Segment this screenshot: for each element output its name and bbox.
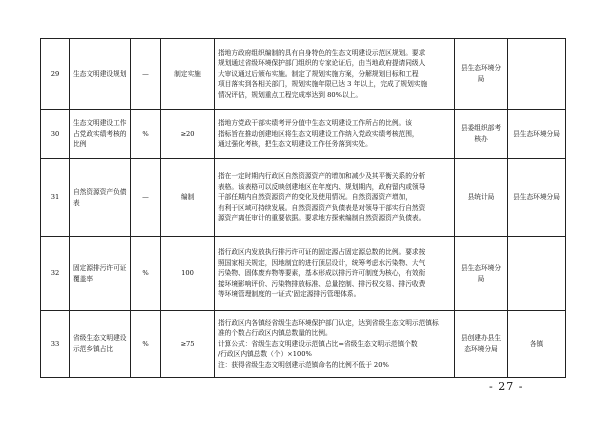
lead-department-cell: 县生态环境分局 [455, 39, 508, 110]
row-number-cell: 31 [41, 159, 70, 237]
indicator-table [40, 38, 566, 378]
description-cell [215, 39, 455, 110]
description-line: 指标旨在推动创建地区将生态文明建设工作纳入党政实绩考核范围， [218, 129, 419, 138]
table-row [41, 237, 566, 311]
unit-cell: — [131, 39, 161, 110]
page-number: - 27 - [489, 380, 524, 393]
target-value-cell: 100 [161, 237, 215, 311]
description-line: 大审议通过后颁布实施。制定了规划实施方案，分解规划目标和工程 [218, 69, 419, 78]
indicator-name-cell: 省级生态文明建设示范乡镇占比 [70, 311, 131, 378]
description-line: 源资产离任审计的重要依据。要求地方探索编制自然资源资产负债表。 [218, 214, 426, 223]
row-number-cell: 33 [41, 311, 70, 378]
responsible-unit-cell [508, 237, 566, 311]
indicator-name-cell: 固定源排污许可证覆盖率 [70, 237, 131, 311]
unit-cell: % [131, 237, 161, 311]
lead-department-cell: 县创建办县生态环境分局 [455, 311, 508, 378]
description-line: 项目落实到各相关部门，规划实施年限已达 3 年以上，完成了规划实施 [218, 80, 428, 89]
unit-cell: % [131, 311, 161, 378]
indicator-name-cell: 自然资源资产负债表 [70, 159, 131, 237]
description-line: 指在一定时期内行政区自然资源资产的增加和减少及其平衡关系的分析 [218, 172, 426, 181]
indicator-name-cell: 生态文明建设工作占党政实绩考核的比例 [70, 110, 131, 159]
lead-department-cell: 县委组织部考核办 [455, 110, 508, 159]
row-number-cell: 29 [41, 39, 70, 110]
table-row [41, 159, 566, 237]
description-line: 注：获得省级生态文明创建示范镇命名的比例不低于 20% [218, 360, 389, 369]
unit-cell: % [131, 110, 161, 159]
lead-department-cell: 县生态环境分局 [455, 237, 508, 311]
description-cell [215, 159, 455, 237]
description-line: 指地方党政干部实绩考评分值中生态文明建设工作所占的比例。该 [218, 119, 412, 128]
description-line: 情况评估，规划重点工程完成率达到 80%以上。 [218, 90, 363, 99]
description-line: 等环境管理制度的一证式'固定源排污管理体系。 [218, 290, 361, 299]
table-body [41, 39, 566, 378]
target-value-cell: ≥75 [161, 311, 215, 378]
row-number-cell: 32 [41, 237, 70, 311]
target-value-cell: 制定实施 [161, 39, 215, 110]
description-line: 通过强化考核，把生态文明建设工作任务落到实处。 [218, 140, 372, 149]
description-cell [215, 237, 455, 311]
description-line: 指行政区内发放执行排污许可证的固定源占固定源总数的比例。要求按 [218, 248, 426, 257]
responsible-unit-cell: 各镇 [508, 311, 566, 378]
lead-department-cell: 县统计局 [455, 159, 508, 237]
description-cell [215, 110, 455, 159]
target-value-cell: 编制 [161, 159, 215, 237]
description-line: 有利于区域可持续发展。自然资源资产负债表是对领导干部实行自然资 [218, 203, 426, 212]
description-line: 准的个数占行政区内镇总数量的比例。 [218, 329, 332, 338]
responsible-unit-cell: 县生态环境分局 [508, 159, 566, 237]
description-line: 照国家相关规定，因地制宜的进行顶层设计，统筹考虑水污染物、大气 [218, 258, 426, 267]
description-line: 规划通过省级环境保护部门组织的专家论证后，由当地政府提请同级人 [218, 59, 426, 68]
description-line: 计算公式：省级生态文明建设示范镇占比=省级生态文明示范镇个数 [218, 339, 418, 348]
target-value-cell: ≥20 [161, 110, 215, 159]
description-line: 表格。该表格可以反映创建地区在年度内、规划期内，政府留内或领导 [218, 182, 426, 191]
description-line: 指行政区内各镇经省级生态环境保护部门认定，达到省级生态文明示范镇标 [218, 318, 439, 327]
description-cell [215, 311, 455, 378]
table-row [41, 39, 566, 110]
table-row [41, 110, 566, 159]
description-line: 接环境影响评价、污染物排放标准、总量控制、排污权交易、排污收费 [218, 279, 426, 288]
description-line: /行政区内镇总数（个）×100% [218, 350, 312, 359]
description-line: 干部任期内自然资源资产的变化及使用情况。自然资源资产增加， [218, 193, 412, 202]
description-line: 指地方政府组织编制的具有自身特色的生态文明建设示范区规划。要求 [218, 48, 426, 57]
table-row [41, 311, 566, 378]
unit-cell: — [131, 159, 161, 237]
description-line: 污染物、固体废弃物等要素，基本形成以排污许可制度为核心，有效衔 [218, 269, 426, 278]
responsible-unit-cell: 县生态环境分局 [508, 110, 566, 159]
indicator-name-cell: 生态文明建设规划 [70, 39, 131, 110]
row-number-cell: 30 [41, 110, 70, 159]
responsible-unit-cell [508, 39, 566, 110]
